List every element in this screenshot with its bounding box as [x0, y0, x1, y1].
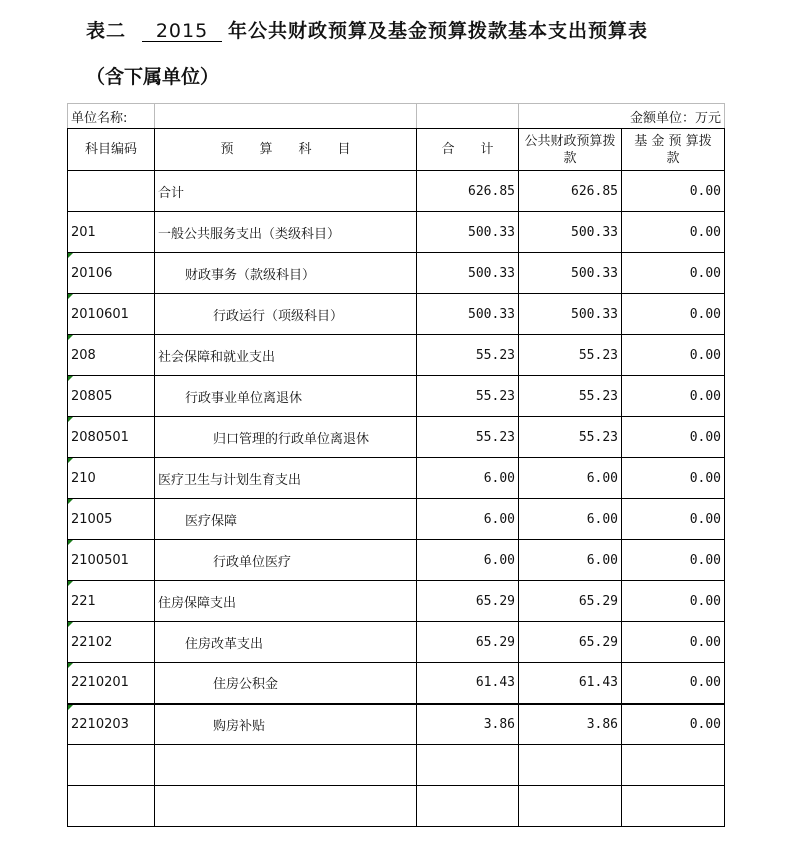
subject-cell: 合计 [155, 171, 417, 212]
public-cell: 6.00 [519, 458, 622, 499]
code-cell: 22102 [68, 622, 155, 663]
subject-cell: 住房保障支出 [155, 581, 417, 622]
fund-cell: 0.00 [622, 171, 725, 212]
table-row [68, 581, 725, 622]
code-cell: 221 [68, 581, 155, 622]
total-cell: 3.86 [417, 704, 519, 745]
table-row [68, 294, 725, 335]
code-cell: 210 [68, 458, 155, 499]
empty-cell [68, 786, 155, 827]
subject-cell: 医疗保障 [155, 499, 417, 540]
public-cell: 626.85 [519, 171, 622, 212]
fund-cell: 0.00 [622, 581, 725, 622]
empty-cell [155, 745, 417, 786]
header-row [68, 129, 725, 171]
header-code: 科目编码 [68, 129, 155, 171]
code-cell: 2210203 [68, 704, 155, 745]
public-cell: 500.33 [519, 294, 622, 335]
total-cell: 500.33 [417, 253, 519, 294]
total-cell: 61.43 [417, 663, 519, 704]
empty-cell [417, 745, 519, 786]
fund-cell: 0.00 [622, 417, 725, 458]
empty-cell [519, 745, 622, 786]
total-cell: 500.33 [417, 294, 519, 335]
public-cell: 55.23 [519, 376, 622, 417]
table-row [68, 417, 725, 458]
total-cell: 6.00 [417, 540, 519, 581]
unit-name-label: 单位名称: [68, 104, 155, 129]
table-row [68, 622, 725, 663]
cell-indicator-icon [68, 294, 73, 299]
cell-indicator-icon [68, 376, 73, 381]
header-fund: 基 金 预 算拨 款 [622, 129, 725, 171]
subject-cell: 医疗卫生与计划生育支出 [155, 458, 417, 499]
subject-cell: 归口管理的行政单位离退休 [155, 417, 417, 458]
unit-blank [417, 104, 519, 129]
empty-cell [417, 786, 519, 827]
title-year: 2015 [142, 21, 222, 42]
subject-cell: 财政事务（款级科目） [155, 253, 417, 294]
cell-indicator-icon [68, 417, 73, 422]
code-cell: 21005 [68, 499, 155, 540]
empty-cell [68, 745, 155, 786]
public-cell: 55.23 [519, 417, 622, 458]
fund-cell: 0.00 [622, 663, 725, 704]
subject-cell: 一般公共服务支出（类级科目） [155, 212, 417, 253]
code-cell: 2080501 [68, 417, 155, 458]
code-cell: 2010601 [68, 294, 155, 335]
total-cell: 55.23 [417, 417, 519, 458]
total-cell: 6.00 [417, 458, 519, 499]
total-cell: 500.33 [417, 212, 519, 253]
code-cell: 20106 [68, 253, 155, 294]
empty-cell [519, 786, 622, 827]
cell-indicator-icon [68, 622, 73, 627]
fund-cell: 0.00 [622, 622, 725, 663]
fund-cell: 0.00 [622, 540, 725, 581]
code-cell: 2210201 [68, 663, 155, 704]
table-row [68, 663, 725, 704]
cell-indicator-icon [68, 705, 73, 710]
table-row [68, 253, 725, 294]
total-cell: 55.23 [417, 376, 519, 417]
empty-cell [622, 786, 725, 827]
table-row [68, 499, 725, 540]
cell-indicator-icon [68, 253, 73, 258]
header-total: 合 计 [417, 129, 519, 171]
subject-cell: 购房补贴 [155, 704, 417, 745]
code-cell: 208 [68, 335, 155, 376]
amount-unit: 金额单位：万元 [519, 104, 725, 129]
empty-row [68, 745, 725, 786]
page-subtitle: （含下属单位） [86, 66, 220, 88]
cell-indicator-icon [68, 499, 73, 504]
public-cell: 55.23 [519, 335, 622, 376]
total-cell: 55.23 [417, 335, 519, 376]
subject-cell: 行政事业单位离退休 [155, 376, 417, 417]
table-row [68, 335, 725, 376]
public-cell: 3.86 [519, 704, 622, 745]
fund-cell: 0.00 [622, 253, 725, 294]
fund-cell: 0.00 [622, 212, 725, 253]
title-prefix: 表二 [86, 20, 127, 42]
table-row [68, 458, 725, 499]
total-cell: 65.29 [417, 622, 519, 663]
budget-table [67, 103, 725, 827]
public-cell: 500.33 [519, 253, 622, 294]
cell-indicator-icon [68, 458, 73, 463]
code-cell: 201 [68, 212, 155, 253]
subject-cell: 行政运行（项级科目） [155, 294, 417, 335]
subject-cell: 住房公积金 [155, 663, 417, 704]
public-cell: 6.00 [519, 540, 622, 581]
table-row [68, 704, 725, 745]
public-cell: 6.00 [519, 499, 622, 540]
fund-cell: 0.00 [622, 335, 725, 376]
public-cell: 65.29 [519, 581, 622, 622]
public-cell: 65.29 [519, 622, 622, 663]
total-cell: 626.85 [417, 171, 519, 212]
code-cell: 2100501 [68, 540, 155, 581]
table-row [68, 376, 725, 417]
cell-indicator-icon [68, 540, 73, 545]
fund-cell: 0.00 [622, 376, 725, 417]
unit-row [68, 104, 725, 129]
title-suffix: 年公共财政预算及基金预算拨款基本支出预算表 [228, 20, 649, 42]
fund-cell: 0.00 [622, 704, 725, 745]
public-cell: 500.33 [519, 212, 622, 253]
code-cell: 20805 [68, 376, 155, 417]
public-cell: 61.43 [519, 663, 622, 704]
page-title [86, 16, 648, 43]
table-row [68, 212, 725, 253]
subject-cell: 社会保障和就业支出 [155, 335, 417, 376]
subject-cell: 住房改革支出 [155, 622, 417, 663]
empty-cell [622, 745, 725, 786]
fund-cell: 0.00 [622, 458, 725, 499]
empty-row [68, 786, 725, 827]
header-subject: 预 算 科 目 [155, 129, 417, 171]
cell-indicator-icon [68, 335, 73, 340]
cell-indicator-icon [68, 663, 73, 668]
fund-cell: 0.00 [622, 499, 725, 540]
total-cell: 6.00 [417, 499, 519, 540]
header-public: 公共财政预算拨 款 [519, 129, 622, 171]
unit-name-value [155, 104, 417, 129]
total-cell: 65.29 [417, 581, 519, 622]
fund-cell: 0.00 [622, 294, 725, 335]
cell-indicator-icon [68, 581, 73, 586]
code-cell [68, 171, 155, 212]
subject-cell: 行政单位医疗 [155, 540, 417, 581]
table-row [68, 540, 725, 581]
table-row [68, 171, 725, 212]
empty-cell [155, 786, 417, 827]
